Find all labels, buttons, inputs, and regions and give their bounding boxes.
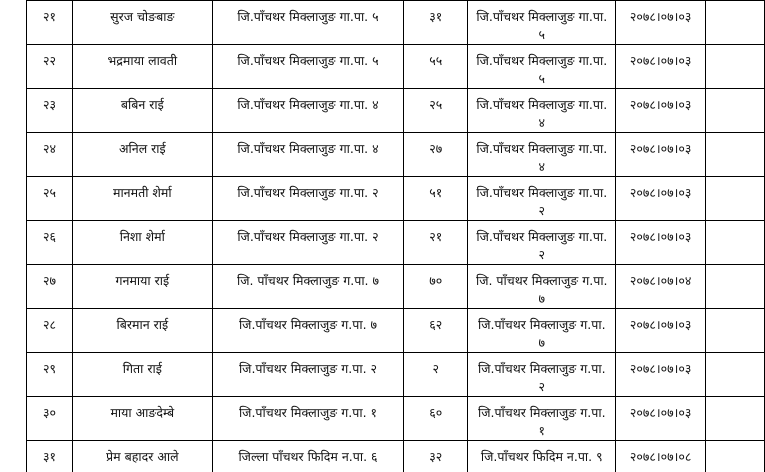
age-text: २ — [432, 361, 440, 376]
empty-cell — [705, 397, 764, 441]
name-text: गनमाया राई — [115, 273, 170, 288]
date-cell — [616, 133, 705, 177]
serial-number-text: २६ — [43, 229, 57, 244]
date-cell — [616, 1, 705, 45]
address-text: जि.पाँचथर मिक्लाजुङ गा.पा. २ — [237, 185, 379, 200]
current-address-text: जि.पाँचथर मिक्लाजुङ ग.पा. — [477, 317, 606, 332]
serial-number-cell — [27, 309, 73, 353]
date-text: २०७८।०७।०३ — [629, 53, 692, 68]
current-address-text: जि.पाँचथर मिक्लाजुङ ग.पा. — [477, 361, 606, 376]
address-cell — [212, 45, 404, 89]
age-cell — [404, 45, 468, 89]
age-text: २१ — [429, 229, 443, 244]
empty-cell — [705, 89, 764, 133]
date-text: २०७८।०७।०८ — [629, 449, 692, 464]
serial-number-text: २७ — [43, 273, 57, 288]
date-text: २०७८।०७।०३ — [629, 405, 692, 420]
empty-cell — [705, 353, 764, 397]
date-cell — [616, 265, 705, 309]
date-text: २०७८।०७।०४ — [629, 273, 692, 288]
current-address-cell — [468, 221, 616, 265]
serial-number-cell — [27, 265, 73, 309]
date-text: २०७८।०७।०३ — [629, 9, 692, 24]
current-address-cell — [468, 133, 616, 177]
empty-cell — [705, 221, 764, 265]
address-text: जि.पाँचथर मिक्लाजुङ गा.पा. २ — [237, 229, 379, 244]
table-row — [27, 45, 765, 89]
current-address-ward: ७ — [538, 291, 546, 306]
current-address-text: जि.पाँचथर मिक्लाजुङ गा.पा. — [476, 229, 608, 244]
address-cell — [212, 265, 404, 309]
current-address-text: जि.पाँचथर मिक्लाजुङ ग.पा. — [477, 405, 606, 420]
current-address-ward: ७ — [538, 335, 546, 350]
address-text: जि.पाँचथर मिक्लाजुङ ग.पा. १ — [238, 405, 378, 420]
address-cell — [212, 1, 404, 45]
table-row — [27, 177, 765, 221]
current-address-cell — [468, 89, 616, 133]
age-text: ५१ — [429, 185, 443, 200]
age-cell — [404, 221, 468, 265]
empty-cell — [705, 177, 764, 221]
address-text: जि.पाँचथर मिक्लाजुङ गा.पा. ५ — [237, 9, 379, 24]
age-cell — [404, 309, 468, 353]
address-cell — [212, 221, 404, 265]
records-table-body — [27, 1, 765, 472]
current-address-cell — [468, 177, 616, 221]
date-cell — [616, 221, 705, 265]
current-address-text: जि.पाँचथर मिक्लाजुङ गा.पा. — [476, 53, 608, 68]
empty-cell — [705, 133, 764, 177]
current-address-cell — [468, 265, 616, 309]
name-cell — [73, 133, 213, 177]
current-address-cell — [468, 45, 616, 89]
current-address-ward: ४ — [538, 159, 546, 174]
date-cell — [616, 89, 705, 133]
age-cell — [404, 397, 468, 441]
current-address-text: जि.पाँचथर मिक्लाजुङ गा.पा. — [476, 9, 608, 24]
name-cell — [73, 45, 213, 89]
name-text: बबिन राई — [120, 97, 164, 112]
serial-number-text: २५ — [43, 185, 57, 200]
age-text: २५ — [429, 97, 443, 112]
age-text: ५५ — [429, 53, 443, 68]
age-cell — [404, 353, 468, 397]
empty-cell — [705, 265, 764, 309]
table-row — [27, 309, 765, 353]
age-text: ३१ — [429, 9, 443, 24]
date-cell — [616, 45, 705, 89]
serial-number-text: २८ — [43, 317, 57, 332]
name-text: निशा शेर्मा — [119, 229, 165, 244]
address-cell — [212, 441, 404, 472]
name-text: अनिल राई — [118, 141, 166, 156]
serial-number-text: ३१ — [43, 449, 57, 464]
name-cell — [73, 177, 213, 221]
name-text: मानमती शेर्मा — [112, 185, 172, 200]
address-text: जिल्ला पाँचथर फिदिम न.पा. ६ — [238, 449, 378, 464]
address-cell — [212, 89, 404, 133]
address-cell — [212, 397, 404, 441]
name-cell — [73, 221, 213, 265]
serial-number-text: २१ — [43, 9, 57, 24]
address-cell — [212, 177, 404, 221]
date-text: २०७८।०७।०३ — [629, 185, 692, 200]
age-cell — [404, 1, 468, 45]
table-row — [27, 441, 765, 472]
date-text: २०७८।०७।०३ — [629, 317, 692, 332]
empty-cell — [705, 441, 764, 472]
serial-number-cell — [27, 133, 73, 177]
name-cell — [73, 397, 213, 441]
date-text: २०७८।०७।०३ — [629, 97, 692, 112]
address-text: जि.पाँचथर मिक्लाजुङ गा.पा. ४ — [237, 97, 379, 112]
table-row — [27, 265, 765, 309]
address-text: जि.पाँचथर मिक्लाजुङ गा.पा. ५ — [237, 53, 379, 68]
current-address-text: जि.पाँचथर मिक्लाजुङ गा.पा. — [476, 97, 608, 112]
current-address-ward: १ — [538, 423, 546, 438]
address-text: जि.पाँचथर मिक्लाजुङ ग.पा. ७ — [238, 317, 378, 332]
serial-number-cell — [27, 45, 73, 89]
table-row — [27, 133, 765, 177]
empty-cell — [705, 309, 764, 353]
date-cell — [616, 397, 705, 441]
serial-number-text: २३ — [43, 97, 57, 112]
current-address-cell — [468, 1, 616, 45]
serial-number-cell — [27, 177, 73, 221]
serial-number-cell — [27, 441, 73, 472]
serial-number-cell — [27, 353, 73, 397]
current-address-cell — [468, 397, 616, 441]
name-text: गिता राई — [122, 361, 162, 376]
date-text: २०७८।०७।०३ — [629, 361, 692, 376]
serial-number-cell — [27, 1, 73, 45]
serial-number-cell — [27, 397, 73, 441]
date-cell — [616, 353, 705, 397]
table-row — [27, 1, 765, 45]
current-address-cell — [468, 441, 616, 472]
current-address-text: जि.पाँचथर मिक्लाजुङ गा.पा. — [476, 141, 608, 156]
empty-cell — [705, 45, 764, 89]
address-text: जि.पाँचथर मिक्लाजुङ गा.पा. ४ — [237, 141, 379, 156]
table-row — [27, 221, 765, 265]
age-text: ७० — [429, 273, 443, 288]
current-address-cell — [468, 309, 616, 353]
records-table — [26, 0, 765, 472]
table-row — [27, 89, 765, 133]
address-cell — [212, 133, 404, 177]
name-text: प्रेम बहादर आले — [106, 449, 179, 464]
date-cell — [616, 309, 705, 353]
date-text: २०७८।०७।०३ — [629, 229, 692, 244]
name-cell — [73, 89, 213, 133]
name-text: बिरमान राई — [116, 317, 169, 332]
name-cell — [73, 441, 213, 472]
serial-number-text: ३० — [43, 405, 57, 420]
age-text: ६० — [429, 405, 443, 420]
serial-number-text: २२ — [43, 53, 57, 68]
name-cell — [73, 309, 213, 353]
serial-number-cell — [27, 89, 73, 133]
name-text: भद्रमाया लावती — [107, 53, 178, 68]
date-text: २०७८।०७।०३ — [629, 141, 692, 156]
date-cell — [616, 177, 705, 221]
current-address-ward: २ — [538, 247, 546, 262]
age-cell — [404, 133, 468, 177]
current-address-ward: ४ — [538, 115, 546, 130]
address-cell — [212, 309, 404, 353]
serial-number-text: २९ — [43, 361, 57, 376]
current-address-text: जि.पाँचथर फिदिम न.पा. ९ — [480, 449, 603, 464]
age-text: ६२ — [429, 317, 443, 332]
name-cell — [73, 1, 213, 45]
date-cell — [616, 441, 705, 472]
address-text: जि. पाँचथर मिक्लाजुङ ग.पा. ७ — [236, 273, 380, 288]
name-text: सुरज चोङबाङ — [110, 9, 175, 24]
serial-number-text: २४ — [43, 141, 57, 156]
address-cell — [212, 353, 404, 397]
age-cell — [404, 265, 468, 309]
current-address-ward: २ — [538, 203, 546, 218]
name-cell — [73, 265, 213, 309]
age-cell — [404, 441, 468, 472]
current-address-text: जि.पाँचथर मिक्लाजुङ गा.पा. — [476, 185, 608, 200]
current-address-text: जि. पाँचथर मिक्लाजुङ ग.पा. — [475, 273, 608, 288]
table-row — [27, 397, 765, 441]
current-address-cell — [468, 353, 616, 397]
name-cell — [73, 353, 213, 397]
empty-cell — [705, 1, 764, 45]
age-text: ३२ — [429, 449, 443, 464]
age-text: २७ — [429, 141, 443, 156]
table-row — [27, 353, 765, 397]
age-cell — [404, 89, 468, 133]
current-address-ward: ५ — [538, 71, 546, 86]
name-text: माया आङदेम्बे — [110, 405, 175, 420]
current-address-ward: २ — [538, 379, 546, 394]
address-text: जि.पाँचथर मिक्लाजुङ ग.पा. २ — [238, 361, 378, 376]
age-cell — [404, 177, 468, 221]
current-address-ward: ५ — [538, 27, 546, 42]
serial-number-cell — [27, 221, 73, 265]
